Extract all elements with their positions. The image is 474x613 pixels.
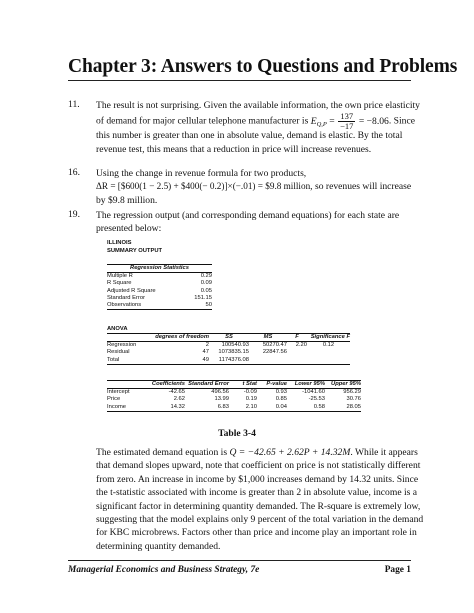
item-number: 16.	[68, 167, 80, 178]
conclusion-line: the t-statistic associated with income is greater than 2 in absolute value, income is a	[96, 487, 418, 499]
answer-line: this number is greater than one in absolute value, demand is elastic. By the total	[96, 130, 403, 142]
regression-statistics	[107, 264, 212, 310]
formula-subscript: Q,P	[316, 121, 327, 129]
title-rule	[68, 80, 411, 81]
conclusion-line: suggesting that the model explains only 9 percent of the total variation in the demand	[96, 514, 424, 526]
footer-rule	[68, 560, 411, 561]
stats-row: Standard Error 151.15	[107, 294, 212, 301]
coefficients-row: Price 2.62 13.99 0.19 0.85 -25.53 30.76	[107, 396, 361, 403]
answer-19	[96, 209, 422, 236]
answer-16	[96, 167, 422, 207]
coefficients-header-row: Coefficients Standard Error t Stat P-value Lower 95% Upper 95%	[107, 381, 361, 389]
anova-row: Residual 47 1073835.15 22847.56	[107, 349, 287, 356]
stats-caption: Regression Statistics	[107, 265, 212, 273]
answer-11	[96, 99, 422, 156]
anova-row: Regression 2 100540.93 50270.47 2.20 0.12	[107, 342, 335, 349]
stats-row: R Square 0.09	[107, 280, 212, 287]
answer-line: Using the change in revenue formula for two products,	[96, 168, 307, 179]
answer-line: The regression output (and corresponding demand equations) for each state are	[96, 210, 400, 221]
conclusion-line: significant factor in determining quantity demanded. The R-square is extremely low,	[96, 500, 421, 512]
answer-line: presented below:	[96, 223, 162, 235]
conclusion-first-line	[96, 446, 422, 459]
conclusion-text: . While it appears	[350, 447, 418, 458]
formula-symbol: E	[310, 116, 317, 128]
regression-output	[107, 239, 367, 410]
answer-line-with-formula	[96, 111, 422, 132]
answer-line: The result is not surprising. Given the available information, the own price elasticity	[96, 100, 420, 111]
conclusion-paragraph	[96, 446, 422, 553]
fraction-denominator: −17	[340, 121, 354, 132]
elasticity-formula: $E_{Q,P}$ = $\frac{137}{-17}$ = −8.06	[310, 111, 389, 132]
coefficients-table	[107, 380, 361, 412]
footer-book-title: Managerial Economics and Business Strategy, 7e	[68, 565, 260, 575]
anova-title: ANOVA	[107, 326, 128, 332]
stats-row: Observations 50	[107, 302, 212, 309]
anova-row: Total 49 1174376.08	[107, 357, 350, 365]
state-label: ILLINOIS	[107, 240, 132, 246]
answer-line-with-formula	[96, 180, 422, 193]
fraction-numerator: 137	[338, 112, 355, 122]
summary-output-label: SUMMARY OUTPUT	[107, 248, 163, 254]
item-number: 11.	[68, 99, 80, 110]
coefficients-row: Income 14.32 6.83 2.10 0.04 0.58 28.05	[107, 403, 361, 410]
stats-row: Multiple R 0.29	[107, 273, 212, 280]
stats-row: Adjusted R Square 0.05	[107, 287, 212, 294]
conclusion-line: from zero. An increase in income by $1,000 increases demand by 14.32 units. Since	[96, 473, 419, 485]
formula-result: = −8.06	[358, 116, 389, 128]
anova-header-row: degrees of freedom SS MS F Significance F	[107, 334, 350, 342]
conclusion-line: determining quantity demanded.	[96, 540, 221, 552]
item-number: 19.	[68, 209, 80, 220]
answer-line: revenue test, this means that a reduction in price will increase revenues.	[96, 143, 372, 155]
answer-text: , so revenues will increase	[310, 181, 412, 193]
demand-equation: Q = −42.65 + 2.62P + 14.32M	[229, 447, 351, 458]
conclusion-line: for KBC microbrews. Factors other than price and income play an important role in	[96, 527, 417, 539]
answer-line: by $9.8 million.	[96, 194, 158, 206]
anova-table	[107, 325, 350, 365]
answer-text: . Since	[388, 116, 415, 128]
table-title: Table 3-4	[218, 428, 256, 439]
conclusion-text: The estimated demand equation is	[96, 447, 228, 458]
conclusion-line: that demand slopes upward, note that coefficient on price is not statistically different	[96, 460, 421, 472]
chapter-title: Chapter 3: Answers to Questions and Problems	[68, 56, 458, 77]
coefficients-row: Intercept -42.65 496.56 -0.09 0.93 -1041.60 956.29	[107, 389, 361, 396]
revenue-formula: ΔR = [$600(1 − 2.5) + $400(− 0.2)]×(−.01) = $9.8 million	[96, 181, 311, 192]
footer-page-number: Page 1	[384, 565, 411, 575]
answer-text: of demand for major cellular telephone manufacturer is	[96, 116, 309, 128]
